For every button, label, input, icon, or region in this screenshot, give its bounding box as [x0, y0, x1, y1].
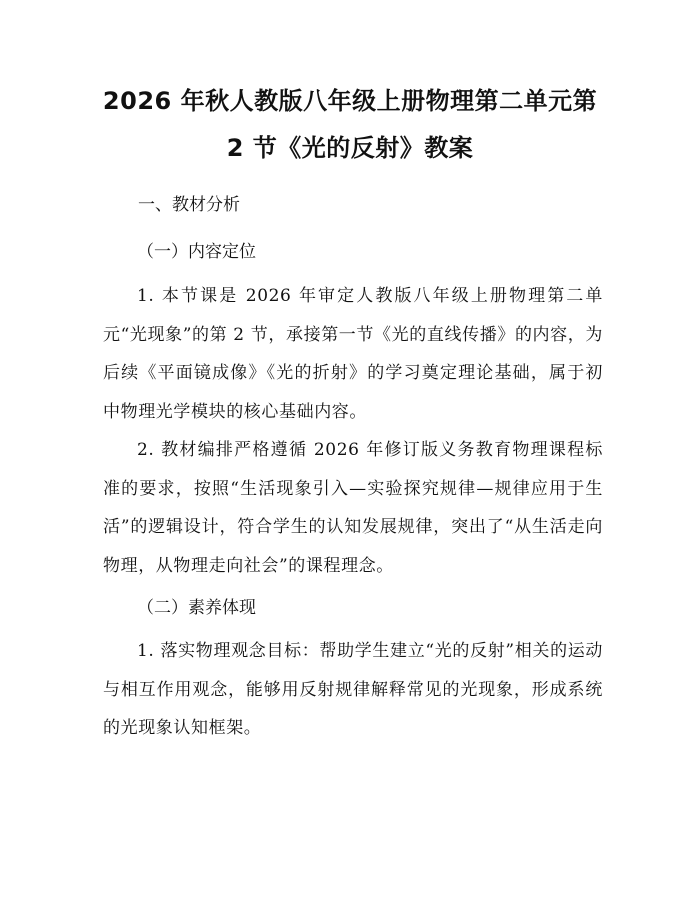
paragraph-content-positioning-2: 2. 教材编排严格遵循 2026 年修订版义务教育物理课程标准的要求，按照“生活现象引入—实验探究规律—规律应用于生活”的逻辑设计，符合学生的认知发展规律，突出了“从生活走向物理，从物理走向社会”的课程理念。 — [103, 440, 603, 576]
section-heading-textbook-analysis: 一、教材分析 — [138, 195, 240, 215]
paragraph-content-positioning-1: 1. 本节课是 2026 年审定人教版八年级上册物理第二单元“光现象”的第 2 节，承接第一节《光的直线传播》的内容，为后续《平面镜成像》《光的折射》的学习奠定理论基础，属于初中物理光学模块的核心基础内容。 — [103, 286, 603, 422]
subsection-heading-content-positioning: （一）内容定位 — [137, 242, 256, 262]
document-title-line2: 2 节《光的反射》教案 — [226, 134, 474, 162]
document-title-line1: 2026 年秋人教版八年级上册物理第二单元第 — [102, 87, 598, 115]
subsection-heading-literacy: （二）素养体现 — [137, 598, 256, 618]
paragraph-literacy-1: 1. 落实物理观念目标：帮助学生建立“光的反射”相关的运动与相互作用观念，能够用反射规律解释常见的光现象，形成系统的光现象认知框架。 — [103, 641, 603, 738]
